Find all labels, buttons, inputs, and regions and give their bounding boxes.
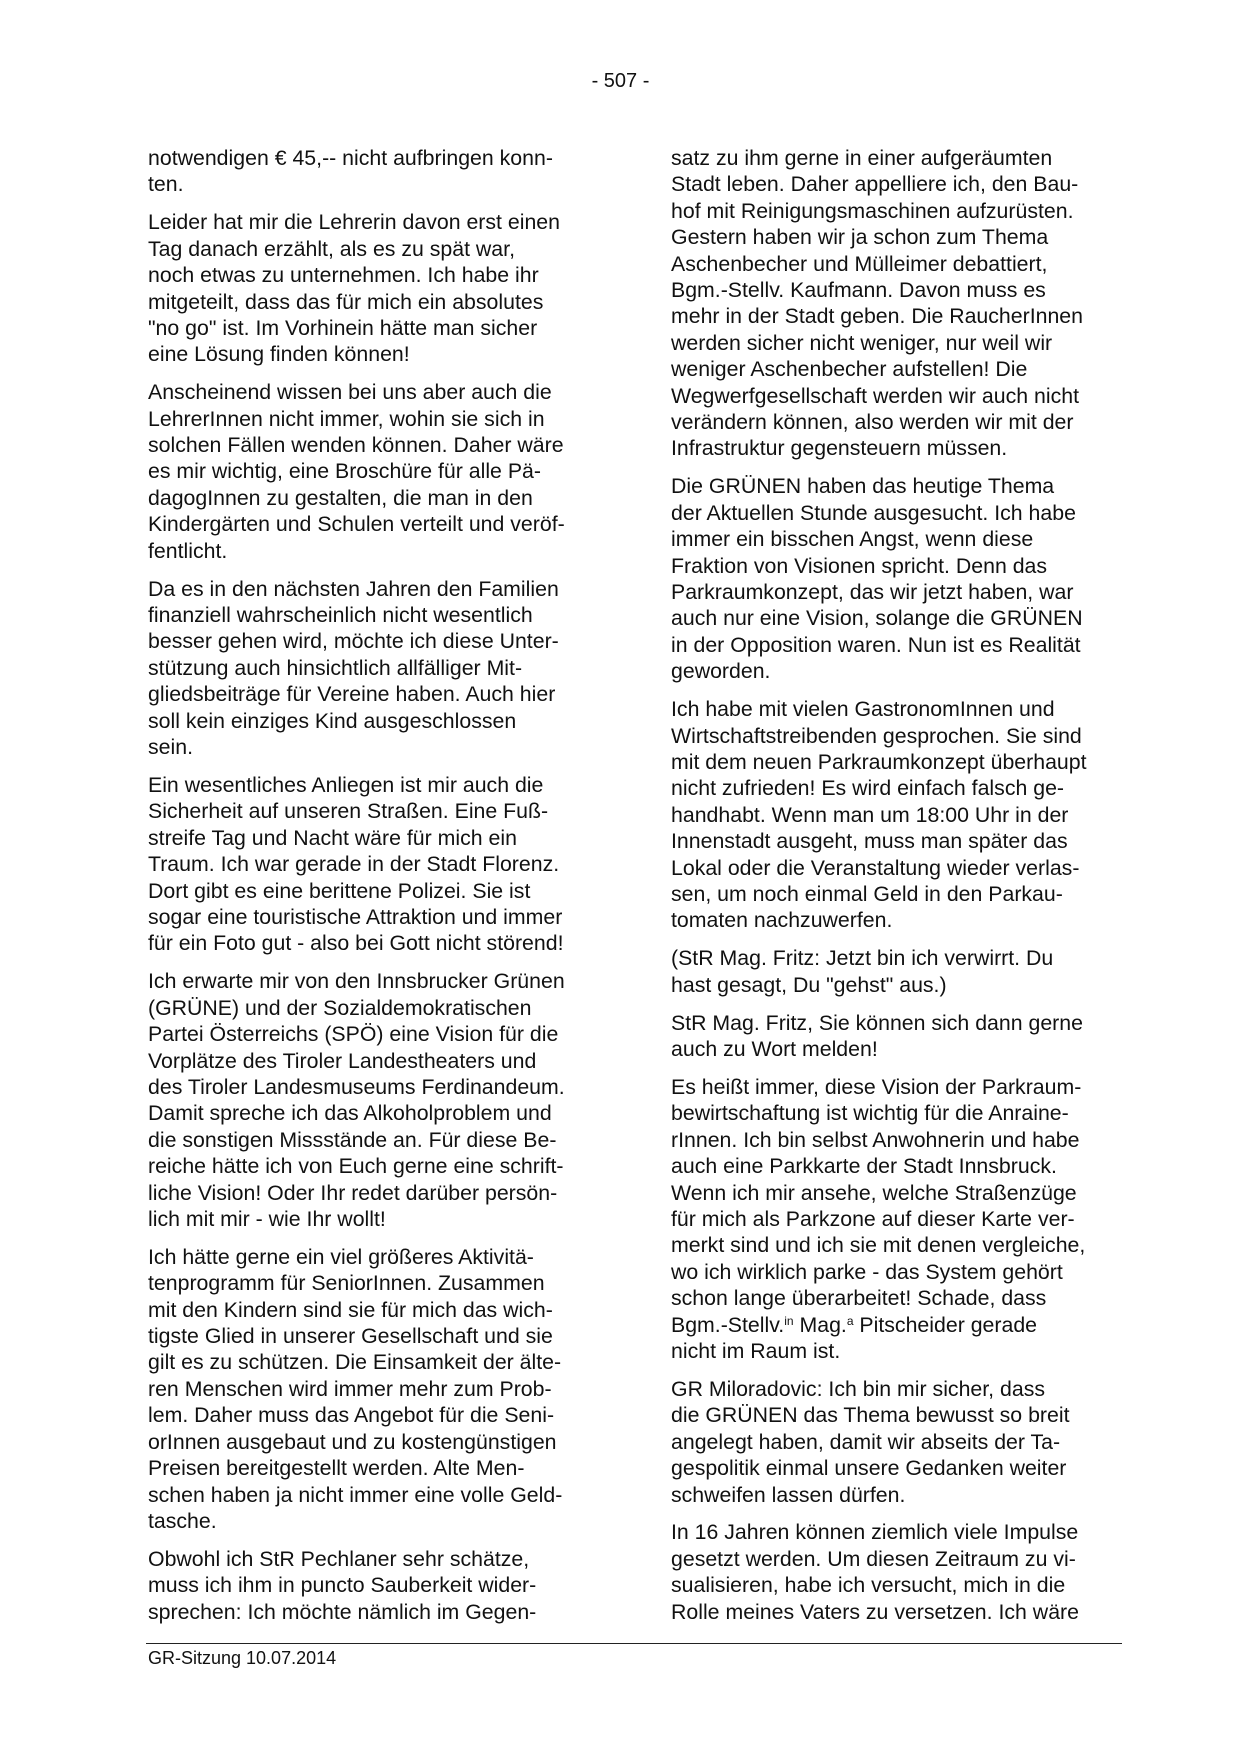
text-line: Partei Österreichs (SPÖ) eine Vision für die bbox=[148, 1022, 559, 1047]
text-line: gilt es zu schützen. Die Einsamkeit der älte- bbox=[148, 1350, 562, 1375]
text-line: Wirtschaftstreibenden gesprochen. Sie sind bbox=[671, 723, 1082, 748]
text-line: lem. Daher muss das Angebot für die Seni- bbox=[148, 1403, 555, 1428]
paragraph bbox=[671, 1519, 1131, 1625]
text-line: Kindergärten und Schulen verteilt und veröf- bbox=[148, 512, 565, 537]
text-line: nicht zufrieden! Es wird einfach falsch ge- bbox=[671, 776, 1065, 801]
text-line: tigste Glied in unserer Gesellschaft und sie bbox=[148, 1324, 553, 1349]
left-column bbox=[148, 145, 600, 1637]
text-line: immer ein bisschen Angst, wenn diese bbox=[671, 527, 1034, 552]
text-line: geworden. bbox=[671, 659, 771, 684]
text-line: In 16 Jahren können ziemlich viele Impulse bbox=[671, 1520, 1079, 1545]
text-line: bewirtschaftung ist wichtig für die Anraine- bbox=[671, 1101, 1069, 1126]
text-line: mit den Kindern sind sie für mich das wich- bbox=[148, 1297, 553, 1322]
text-line: ten. bbox=[148, 172, 184, 197]
paragraph bbox=[148, 772, 600, 957]
text-line: Stadt leben. Daher appelliere ich, den Bau- bbox=[671, 172, 1079, 197]
text-line: (StR Mag. Fritz: Jetzt bin ich verwirrt. Du bbox=[671, 946, 1054, 971]
text-line: dagogInnen zu gestalten, die man in den bbox=[148, 485, 533, 510]
superscript: in bbox=[784, 1313, 794, 1328]
text-line: Obwohl ich StR Pechlaner sehr schätze, bbox=[148, 1546, 530, 1571]
paragraph bbox=[148, 379, 600, 564]
text-line: Bgm.-Stellv. Kaufmann. Davon muss es bbox=[671, 278, 1046, 303]
paragraph bbox=[148, 209, 600, 367]
text-line: die sonstigen Missstände an. Für diese Be- bbox=[148, 1127, 557, 1152]
text-line: merkt sind und ich sie mit denen vergleiche, bbox=[671, 1233, 1086, 1258]
paragraph bbox=[671, 1074, 1131, 1364]
text-line: Fraktion von Visionen spricht. Denn das bbox=[671, 553, 1048, 578]
text-line: Vorplätze des Tiroler Landestheaters und bbox=[148, 1048, 537, 1073]
text-line: schen haben ja nicht immer eine volle Geld- bbox=[148, 1482, 563, 1507]
text-line: Parkraumkonzept, das wir jetzt haben, war bbox=[671, 580, 1074, 604]
text-line: Ich habe mit vielen GastronomInnen und bbox=[671, 697, 1055, 722]
text-line: lich mit mir - wie Ihr wollt! bbox=[148, 1206, 386, 1231]
text-fragment: Bgm.-Stellv. bbox=[671, 1312, 785, 1337]
text-line: sprechen: Ich möchte nämlich im Gegen- bbox=[148, 1599, 537, 1624]
paragraph bbox=[671, 1376, 1131, 1508]
text-line: auch nur eine Vision, solange die GRÜNEN bbox=[671, 606, 1083, 631]
text-line: satz zu ihm gerne in einer aufgeräumten bbox=[671, 146, 1053, 170]
text-line: Ich hätte gerne ein viel größeres Aktivitä- bbox=[148, 1244, 534, 1269]
text-line: LehrerInnen nicht immer, wohin sie sich in bbox=[148, 406, 545, 431]
paragraph bbox=[148, 145, 600, 198]
text-line: Innenstadt ausgeht, muss man später das bbox=[671, 829, 1068, 854]
text-line: Da es in den nächsten Jahren den Familien bbox=[148, 576, 559, 601]
text-line: gespolitik einmal unsere Gedanken weiter bbox=[671, 1456, 1067, 1481]
paragraph bbox=[148, 1244, 600, 1534]
paragraph bbox=[148, 576, 600, 761]
text-line: Es heißt immer, diese Vision der Parkraum- bbox=[671, 1074, 1082, 1099]
text-line: orInnen ausgebaut und zu kostengünstigen bbox=[148, 1429, 557, 1454]
paragraph bbox=[671, 1010, 1131, 1063]
text-line: Leider hat mir die Lehrerin davon erst einen bbox=[148, 210, 560, 235]
superscript: a bbox=[846, 1313, 854, 1328]
text-line: eine Lösung finden können! bbox=[148, 342, 410, 367]
text-line: schweifen lassen dürfen. bbox=[671, 1482, 906, 1507]
text-line: es mir wichtig, eine Broschüre für alle Pä- bbox=[148, 459, 541, 484]
text-line: "no go" ist. Im Vorhinein hätte man sicher bbox=[148, 315, 538, 340]
text-line: angelegt haben, damit wir abseits der Ta- bbox=[671, 1429, 1061, 1454]
paragraph bbox=[148, 968, 600, 1232]
text-line: Aschenbecher und Mülleimer debattiert, bbox=[671, 251, 1048, 276]
paragraph bbox=[671, 473, 1131, 684]
text-line: für mich als Parkzone auf dieser Karte ver- bbox=[671, 1206, 1075, 1231]
text-line: verändern können, also werden wir mit der bbox=[671, 410, 1074, 435]
text-line: Tag danach erzählt, als es zu spät war, bbox=[148, 236, 515, 261]
text-line: mit dem neuen Parkraumkonzept überhaupt bbox=[671, 749, 1087, 774]
text-line: sein. bbox=[148, 735, 193, 760]
text-line: für ein Foto gut - also bei Gott nicht störend! bbox=[148, 931, 564, 956]
page-number: - 507 - bbox=[591, 70, 650, 92]
text-line: Ich erwarte mir von den Innsbrucker Grünen bbox=[148, 969, 565, 994]
text-line: Preisen bereitgestellt werden. Alte Men- bbox=[148, 1456, 525, 1481]
text-line: sogar eine touristische Attraktion und immer bbox=[148, 904, 563, 929]
text-line: wo ich wirklich parke - das System gehört bbox=[671, 1259, 1063, 1284]
footer-divider bbox=[146, 1643, 1122, 1644]
text-line: die GRÜNEN das Thema bewusst so breit bbox=[671, 1403, 1070, 1428]
text-line: rInnen. Ich bin selbst Anwohnerin und habe bbox=[671, 1127, 1080, 1152]
text-line: schon lange überarbeitet! Schade, dass bbox=[671, 1286, 1047, 1311]
text-line: handhabt. Wenn man um 18:00 Uhr in der bbox=[671, 802, 1069, 827]
text-line: StR Mag. Fritz, Sie können sich dann gerne bbox=[671, 1010, 1083, 1035]
text-line: tasche. bbox=[148, 1508, 217, 1533]
text-line: Anscheinend wissen bei uns aber auch die bbox=[148, 380, 552, 405]
text-line: muss ich ihm in puncto Sauberkeit wider- bbox=[148, 1573, 537, 1598]
paragraph bbox=[148, 1546, 600, 1625]
text-line: (GRÜNE) und der Sozialdemokratischen bbox=[148, 995, 532, 1020]
text-line: finanziell wahrscheinlich nicht wesentlich bbox=[148, 603, 533, 627]
text-line: der Aktuellen Stunde ausgesucht. Ich habe bbox=[671, 500, 1076, 525]
text-fragment: Pitscheider gerade bbox=[853, 1312, 1038, 1337]
text-line: Dort gibt es eine berittene Polizei. Sie ist bbox=[148, 878, 531, 903]
text-line: werden sicher nicht weniger, nur weil wir bbox=[671, 330, 1053, 355]
text-line: fentlicht. bbox=[148, 538, 228, 563]
text-line: Damit spreche ich das Alkoholproblem und bbox=[148, 1101, 552, 1126]
text-line: Wenn ich mir ansehe, welche Straßenzüge bbox=[671, 1180, 1077, 1205]
text-line: hast gesagt, Du "gehst" aus.) bbox=[671, 972, 947, 997]
text-line: solchen Fällen wenden können. Daher wäre bbox=[148, 433, 564, 458]
text-line: des Tiroler Landesmuseums Ferdinandeum. bbox=[148, 1074, 565, 1099]
text-line: gliedsbeiträge für Vereine haben. Auch hier bbox=[148, 682, 556, 707]
text-line: Traum. Ich war gerade in der Stadt Florenz. bbox=[148, 852, 560, 877]
text-line: Wegwerfgesellschaft werden wir auch nicht bbox=[671, 383, 1079, 408]
text-fragment: Mag. bbox=[793, 1312, 847, 1337]
right-column bbox=[671, 145, 1131, 1637]
text-line: Die GRÜNEN haben das heutige Thema bbox=[671, 474, 1055, 499]
text-line bbox=[671, 1312, 1131, 1338]
text-line: auch eine Parkkarte der Stadt Innsbruck. bbox=[671, 1154, 1057, 1179]
text-line: Gestern haben wir ja schon zum Thema bbox=[671, 225, 1049, 250]
text-line: mitgeteilt, dass das für mich ein absolutes bbox=[148, 289, 544, 314]
text-line: liche Vision! Oder Ihr redet darüber persön- bbox=[148, 1180, 558, 1205]
text-line: auch zu Wort melden! bbox=[671, 1037, 878, 1061]
text-line: mehr in der Stadt geben. Die RaucherInnen bbox=[671, 304, 1083, 329]
text-line: tenprogramm für SeniorInnen. Zusammen bbox=[148, 1271, 545, 1296]
text-line: besser gehen wird, möchte ich diese Unter- bbox=[148, 629, 559, 654]
text-line: gesetzt werden. Um diesen Zeitraum zu vi- bbox=[671, 1546, 1076, 1571]
text-line: nicht im Raum ist. bbox=[671, 1338, 841, 1363]
text-line: tomaten nachzuwerfen. bbox=[671, 908, 893, 933]
text-line: streife Tag und Nacht wäre für mich ein bbox=[148, 825, 517, 850]
text-line: noch etwas zu unternehmen. Ich habe ihr bbox=[148, 263, 539, 288]
text-line: GR Miloradovic: Ich bin mir sicher, dass bbox=[671, 1376, 1045, 1401]
text-line: sen, um noch einmal Geld in den Parkau- bbox=[671, 881, 1063, 906]
text-line: Infrastruktur gegensteuern müssen. bbox=[671, 436, 1008, 461]
text-line: Ein wesentliches Anliegen ist mir auch die bbox=[148, 772, 544, 797]
text-line: ren Menschen wird immer mehr zum Prob- bbox=[148, 1376, 552, 1401]
paragraph bbox=[671, 945, 1131, 998]
text-line: notwendigen € 45,-- nicht aufbringen konn- bbox=[148, 146, 553, 170]
text-line: soll kein einziges Kind ausgeschlossen bbox=[148, 708, 517, 733]
text-line: stützung auch hinsichtlich allfälliger Mit- bbox=[148, 655, 523, 680]
text-line: Lokal oder die Veranstaltung wieder verlas- bbox=[671, 855, 1080, 880]
text-line: hof mit Reinigungsmaschinen aufzurüsten. bbox=[671, 198, 1074, 223]
text-line: reiche hätte ich von Euch gerne eine schrift- bbox=[148, 1154, 564, 1179]
paragraph bbox=[671, 145, 1131, 462]
text-line: sualisieren, habe ich versucht, mich in die bbox=[671, 1573, 1066, 1598]
text-line: weniger Aschenbecher aufstellen! Die bbox=[671, 357, 1028, 382]
text-line: in der Opposition waren. Nun ist es Realität bbox=[671, 632, 1081, 657]
text-line: Rolle meines Vaters zu versetzen. Ich wäre bbox=[671, 1599, 1079, 1624]
footer-session-date: GR-Sitzung 10.07.2014 bbox=[148, 1648, 337, 1668]
paragraph bbox=[671, 696, 1131, 934]
text-line: Sicherheit auf unseren Straßen. Eine Fuß- bbox=[148, 799, 549, 824]
